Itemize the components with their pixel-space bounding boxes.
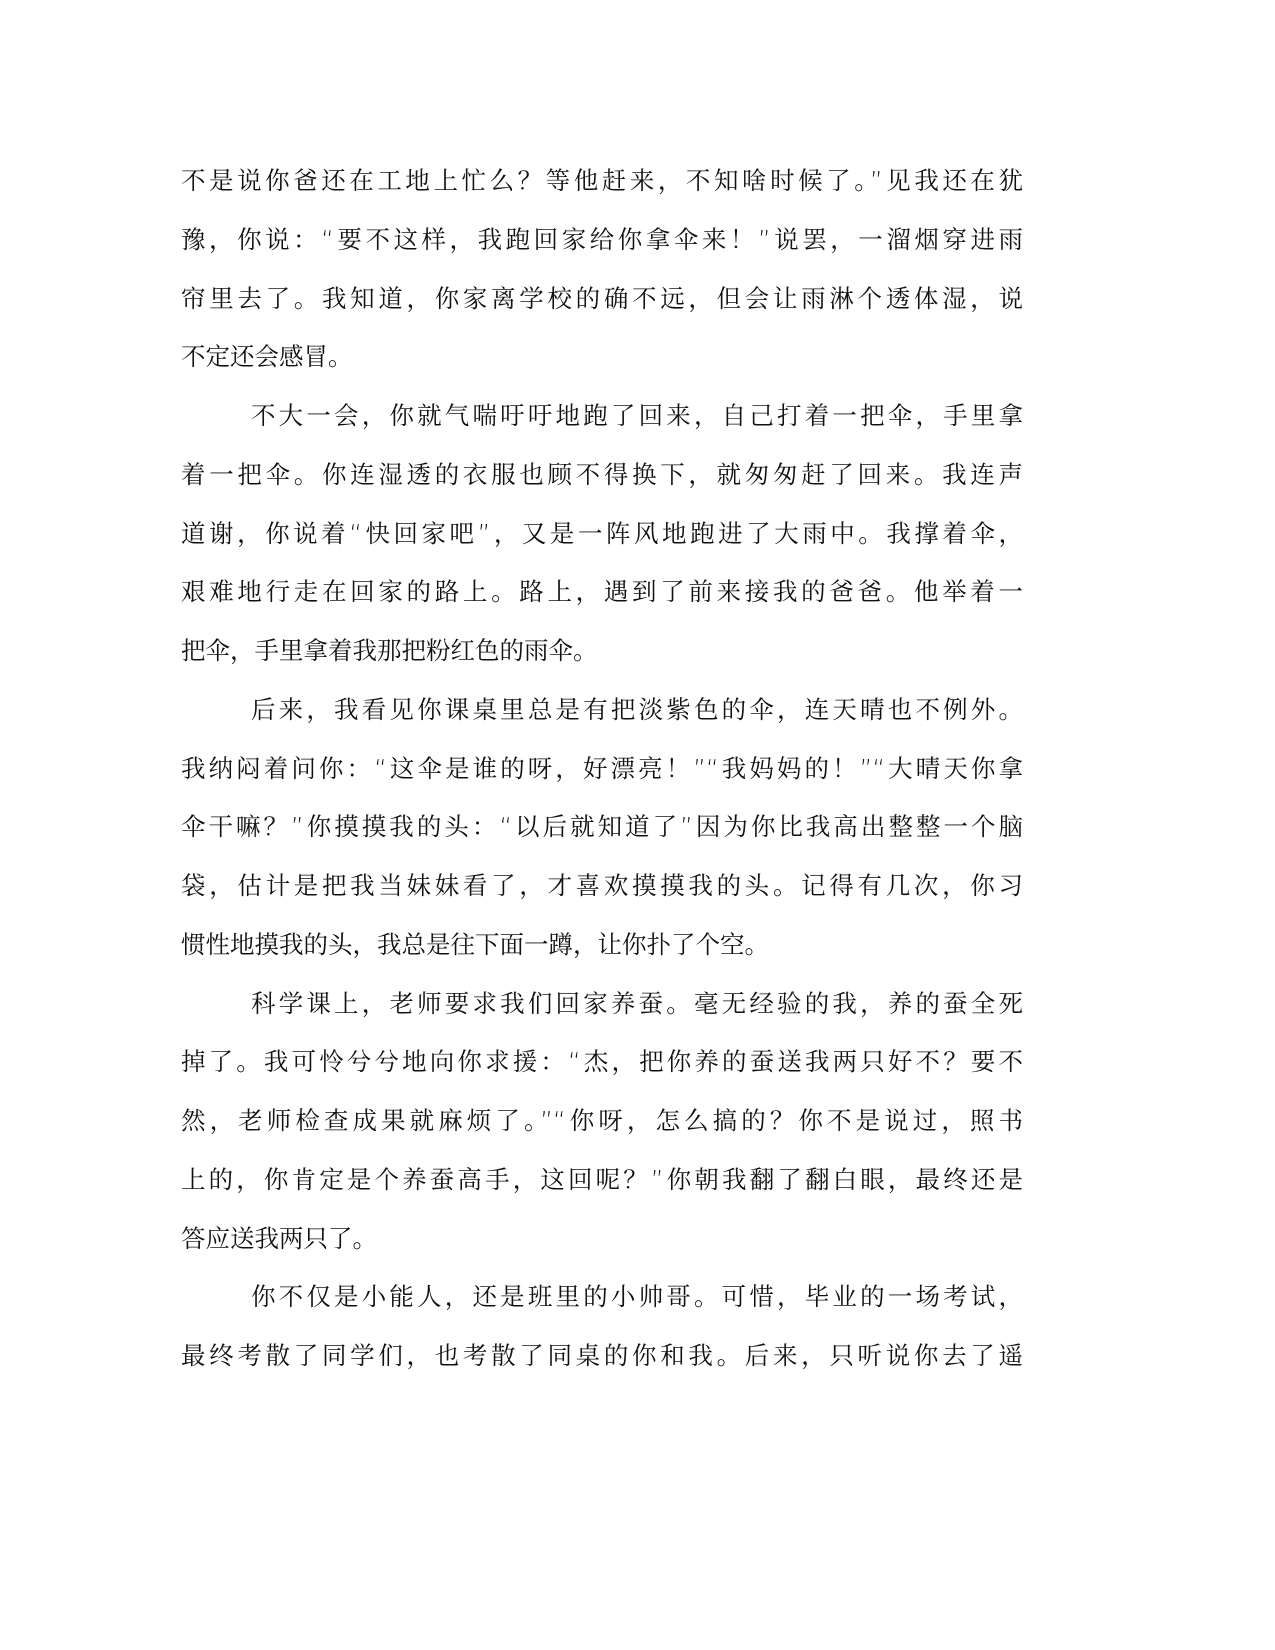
text-line: 掉了。我可怜兮兮地向你求援：“杰，把你养的蚕送我两只好不？要不 [181,1047,1023,1077]
text-line: 不是说你爸还在工地上忙么？等他赶来，不知啥时候了。”见我还在犹 [181,166,1023,195]
text-line: 最终考散了同学们，也考散了同桌的你和我。后来，只听说你去了遥 [181,1341,1023,1370]
text-line: 科学课上，老师要求我们回家养蚕。毫无经验的我，养的蚕全死 [251,988,1023,1018]
text-line: 帘里去了。我知道，你家离学校的确不远，但会让雨淋个透体湿，说 [181,283,1023,313]
document-body [181,163,1023,1397]
text-line: 着一把伞。你连湿透的衣服也顾不得换下，就匆匆赶了回来。我连声 [181,459,1023,489]
text-line: 你不仅是小能人，还是班里的小帅哥。可惜，毕业的一场考试， [251,1282,1023,1312]
text-line: 豫，你说：“要不这样，我跑回家给你拿伞来！”说罢，一溜烟穿进雨 [181,224,1023,254]
text-line: 惯性地摸我的头，我总是往下面一蹲，让你扑了个空。 [181,929,769,959]
text-line: 然，老师检查成果就麻烦了。”“你呀，怎么搞的？你不是说过，照书 [181,1106,1023,1135]
text-line: 伞干嘛？”你摸摸我的头：“以后就知道了”因为你比我高出整整一个脑 [181,812,1023,842]
text-line: 上的，你肯定是个养蚕高手，这回呢？”你朝我翻了翻白眼，最终还是 [181,1164,1023,1194]
text-line: 不定还会感冒。 [181,342,353,372]
text-line: 艰难地行走在回家的路上。路上，遇到了前来接我的爸爸。他举着一 [181,577,1023,607]
text-line: 把伞，手里拿着我那把粉红色的雨伞。 [181,636,598,665]
text-line: 后来，我看见你课桌里总是有把淡紫色的伞，连天晴也不例外。 [251,694,1023,724]
text-line: 道谢，你说着“快回家吧”，又是一阵风地跑进了大雨中。我撑着伞， [181,518,1023,548]
text-line: 我纳闷着问你：“这伞是谁的呀，好漂亮！”“我妈妈的！”“大晴天你拿 [181,753,1023,783]
text-line: 袋，估计是把我当妹妹看了，才喜欢摸摸我的头。记得有几次，你习 [181,871,1023,900]
text-line: 答应送我两只了。 [181,1223,377,1253]
text-line: 不大一会，你就气喘吁吁地跑了回来，自己打着一把伞，手里拿 [251,401,1023,430]
